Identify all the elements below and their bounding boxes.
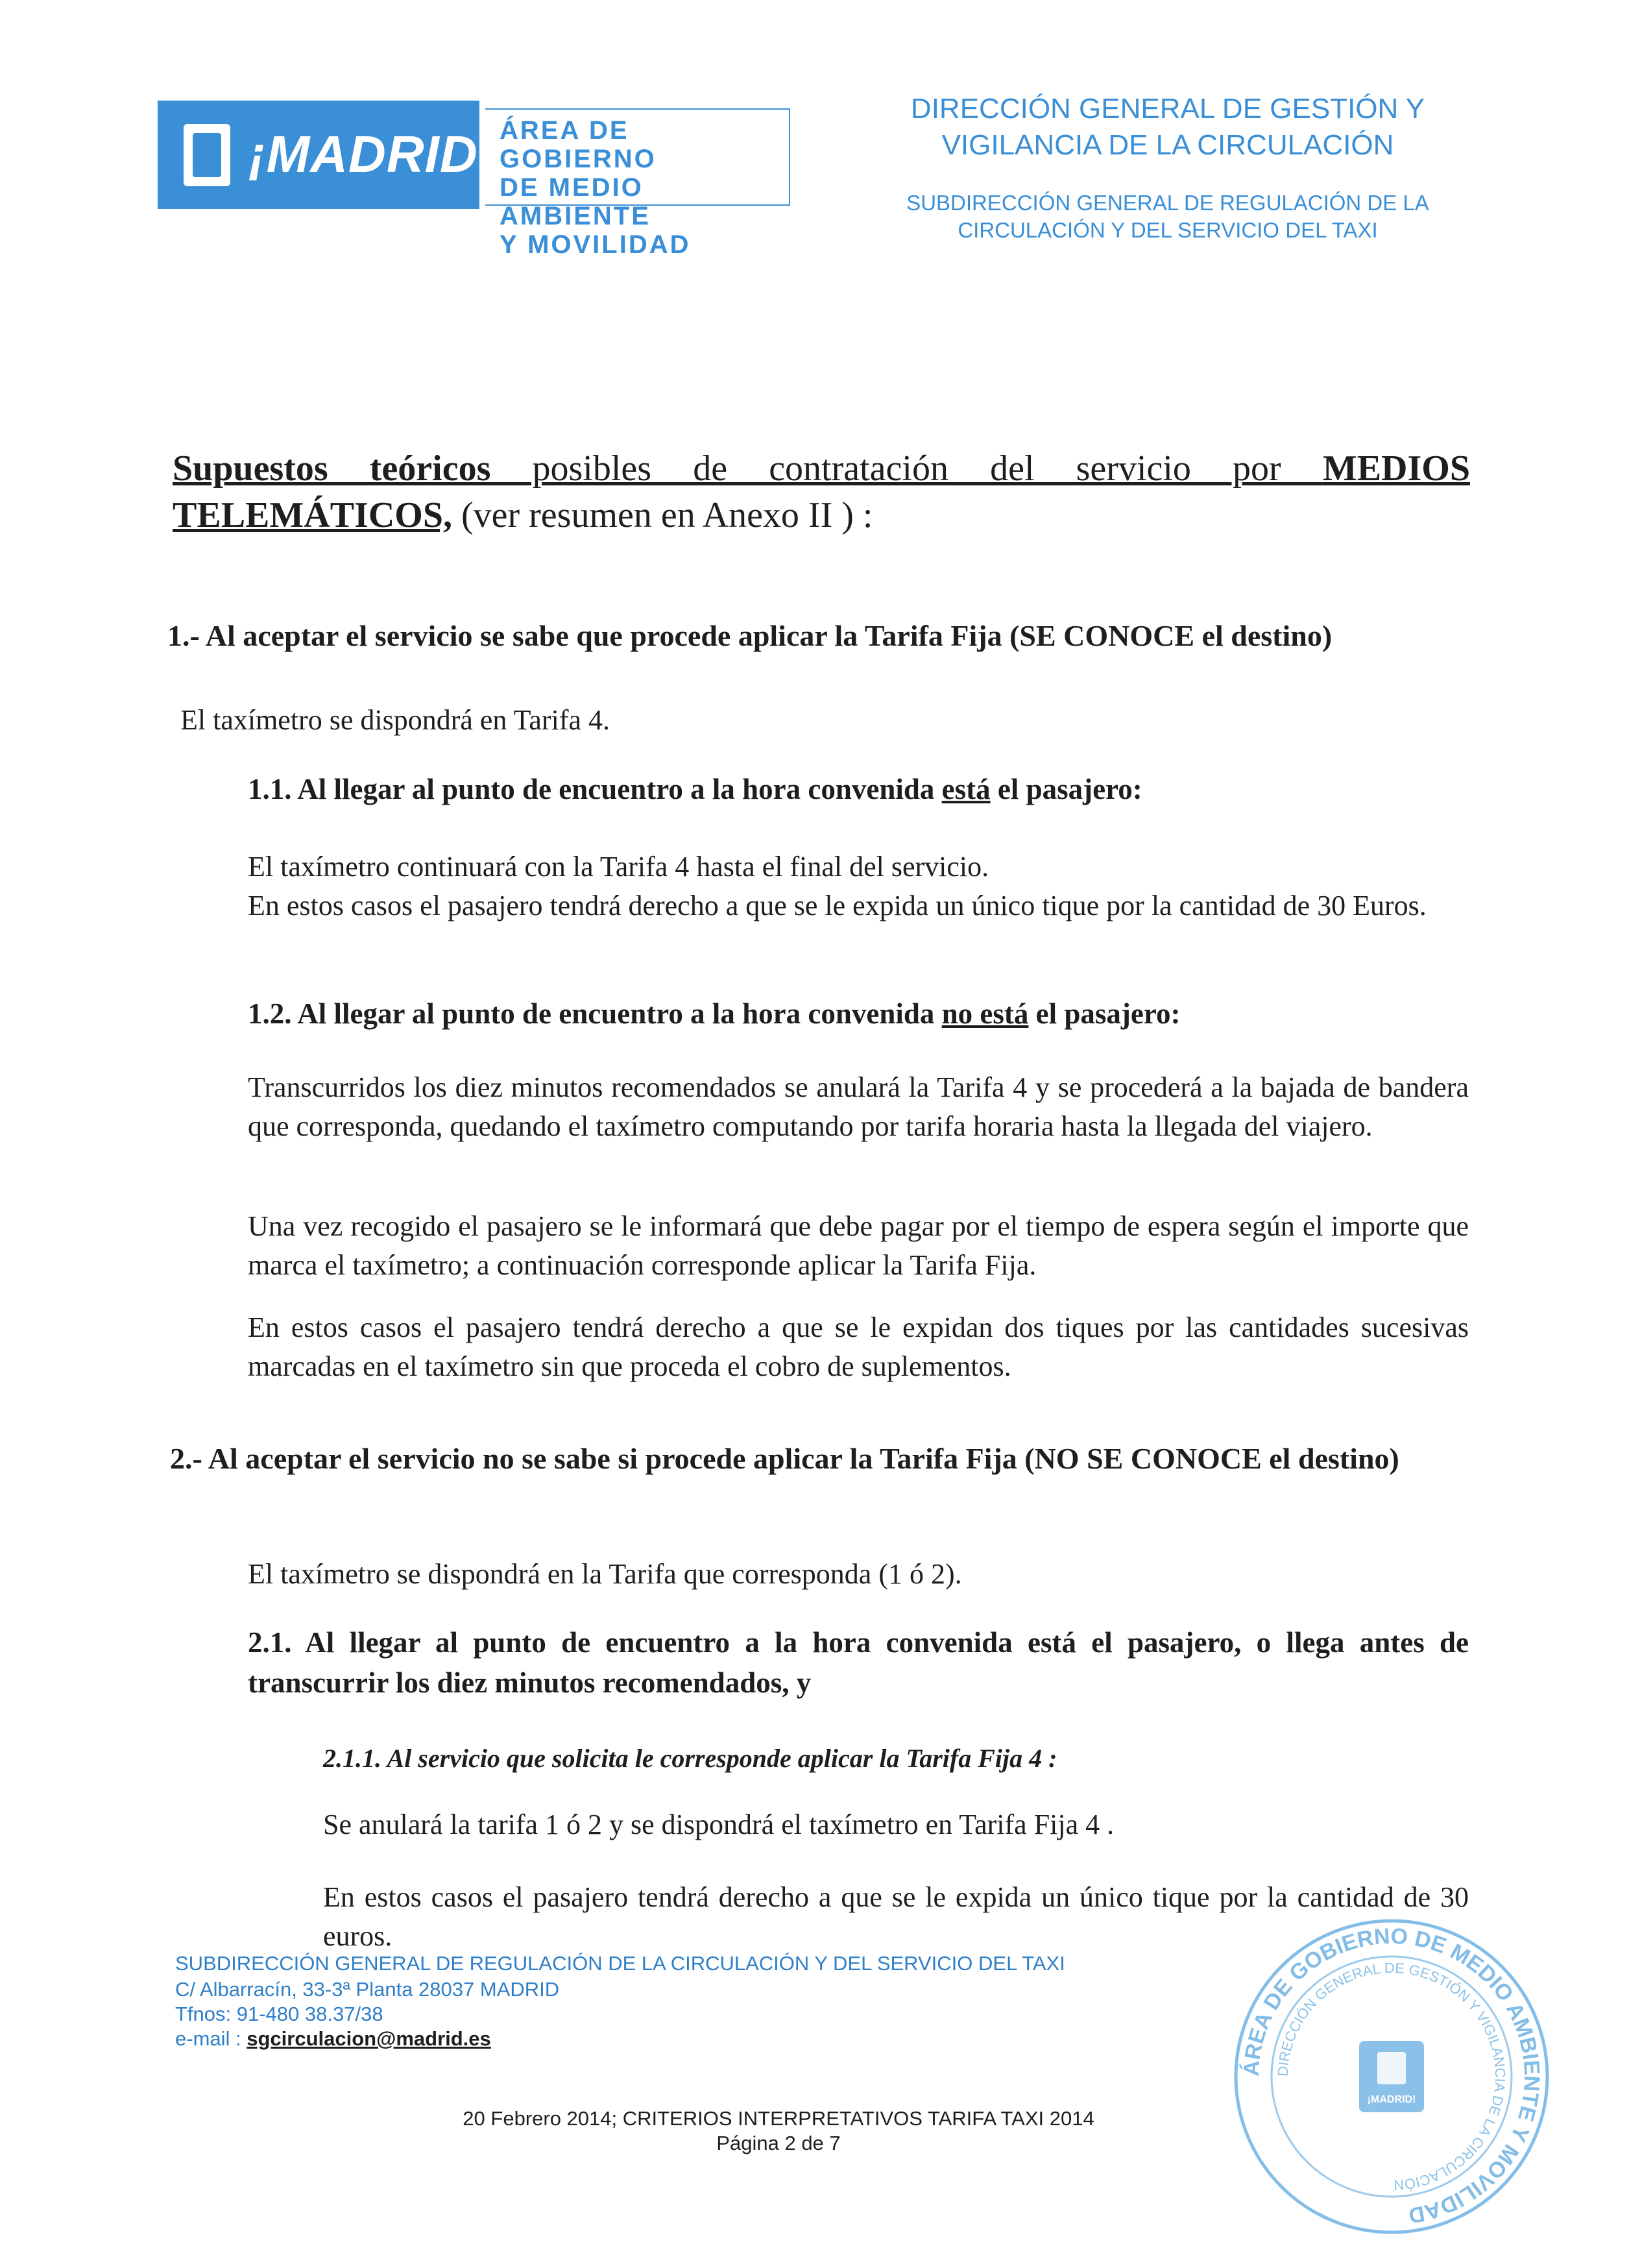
footer-doc-line: 20 Febrero 2014; CRITERIOS INTERPRETATIVOS TARIFA TAXI 2014 xyxy=(463,2107,1094,2130)
title-part-anexo: (ver resumen en Anexo II ) : xyxy=(452,495,873,535)
section-1-intro: El taxímetro se dispondrá en Tarifa 4. xyxy=(180,704,610,736)
paragraph-line: El taxímetro continuará con la Tarifa 4 hasta el final del servicio. xyxy=(248,851,989,883)
section-2-1-1-paragraph: Se anulará la tarifa 1 ó 2 y se dispondrá el taxímetro en Tarifa Fija 4 . xyxy=(323,1809,1115,1840)
direccion-general-heading xyxy=(895,91,1440,164)
section-1-1-body xyxy=(248,847,1469,925)
madrid-logo xyxy=(158,101,795,259)
section-1-2-paragraph: Transcurridos los diez minutos recomendados se anulará la Tarifa 4 y se procederá a la bajada de bandera que corresponda, quedando el taxímetro computando por tarifa horaria hasta la llegada del viajero. xyxy=(248,1071,1469,1142)
section-2-heading: 2.- Al aceptar el servicio no se sabe si procede aplicar la Tarifa Fija (NO SE CONOCE el destino) xyxy=(170,1442,1399,1475)
document-title xyxy=(173,445,1470,539)
direccion-line: DIRECCIÓN GENERAL DE GESTIÓN Y xyxy=(910,93,1425,125)
section-1-2-paragraph: En estos casos el pasajero tendrá derecho a que se le expidan dos tiques por las cantidades sucesivas marcadas en el taxímetro sin que proceda el cobro de suplementos. xyxy=(248,1311,1469,1382)
heading-underlined: no está xyxy=(941,997,1029,1030)
stamp-outer-text: ÁREA DE GOBIERNO DE MEDIO AMBIENTE Y MOVILIDAD xyxy=(1238,1923,1545,2228)
heading-text: el pasajero: xyxy=(1028,997,1181,1030)
heading-text: 1.2. Al llegar al punto de encuentro a la hora convenida xyxy=(248,997,942,1030)
heading-text: 1.1. Al llegar al punto de encuentro a la hora convenida xyxy=(248,773,942,805)
stamp-center-text: ¡MADRID! xyxy=(1367,2094,1416,2105)
footer-address: C/ Albarracín, 33-3ª Planta 28037 MADRID xyxy=(175,1978,560,2001)
email-label: e-mail : xyxy=(175,2027,247,2050)
direccion-line: VIGILANCIA DE LA CIRCULACIÓN xyxy=(941,129,1394,161)
section-2-intro: El taxímetro se dispondrá en la Tarifa que corresponda (1 ó 2). xyxy=(248,1558,962,1590)
section-2-1-1-paragraph: En estos casos el pasajero tendrá derecho a que se le expida un único tique por la cantidad de 30 euros. xyxy=(323,1881,1469,1952)
subdireccion-line: SUBDIRECCIÓN GENERAL DE REGULACIÓN DE LA xyxy=(906,191,1429,215)
footer-email xyxy=(175,2026,824,2052)
section-1-heading: 1.- Al aceptar el servicio se sabe que procede aplicar la Tarifa Fija (SE CONOCE el destino) xyxy=(167,619,1333,652)
title-part-posibles: posibles de contratación del servicio por xyxy=(490,448,1323,489)
title-part-medios: MEDIOS TELEMÁTICOS, xyxy=(173,448,1470,535)
logo-blue-panel xyxy=(158,101,496,209)
section-1-1-heading xyxy=(248,770,1480,809)
email-link[interactable]: sgcirculacion@madrid.es xyxy=(247,2027,491,2050)
section-2-1-1-heading: 2.1.1. Al servicio que solicita le corresponde aplicar la Tarifa Fija 4 : xyxy=(323,1744,1057,1773)
stamp-seal-icon xyxy=(1229,1914,1554,2239)
title-part-supuestos: Supuestos teóricos xyxy=(173,448,491,489)
stamp-inner-text: DIRECCIÓN GENERAL DE GESTIÓN Y VIGILANCIA DE LA CIRCULACIÓN xyxy=(1274,1959,1509,2194)
footer-organization: SUBDIRECCIÓN GENERAL DE REGULACIÓN DE LA CIRCULACIÓN Y DEL SERVICIO DEL TAXI xyxy=(175,1952,1065,1975)
footer-document-info xyxy=(454,2106,1103,2156)
footer-phones: Tfnos: 91-480 38.37/38 xyxy=(175,2003,383,2025)
page-number: Página 2 de 7 xyxy=(716,2132,841,2154)
section-1-2-heading xyxy=(248,994,1480,1033)
madrid-shield-icon xyxy=(184,124,230,186)
official-stamp xyxy=(1229,1914,1554,2239)
logo-area-line: DE MEDIO AMBIENTE xyxy=(500,173,651,230)
logo-area-text xyxy=(485,108,790,259)
section-2-1-heading: 2.1. Al llegar al punto de encuentro a la hora convenida está el pasajero, o llega antes de transcurrir los diez minutos recomendados, y xyxy=(248,1626,1469,1699)
logo-area-line: Y MOVILIDAD xyxy=(500,230,691,259)
logo-area-line: ÁREA DE GOBIERNO xyxy=(500,116,657,173)
paragraph-line: En estos casos el pasajero tendrá derecho a que se le expida un único tique por la cantidad de 30 Euros. xyxy=(248,890,1427,921)
subdireccion-line: CIRCULACIÓN Y DEL SERVICIO DEL TAXI xyxy=(958,218,1378,242)
section-1-2-paragraph: Una vez recogido el pasajero se le informará que debe pagar por el tiempo de espera según el importe que marca el taxímetro; a continuación corresponde aplicar la Tarifa Fija. xyxy=(248,1210,1469,1281)
subdireccion-heading xyxy=(889,189,1447,244)
heading-text: el pasajero: xyxy=(990,773,1142,805)
heading-underlined: está xyxy=(941,773,991,805)
logo-brand-text: ¡MADRID! xyxy=(248,125,496,183)
